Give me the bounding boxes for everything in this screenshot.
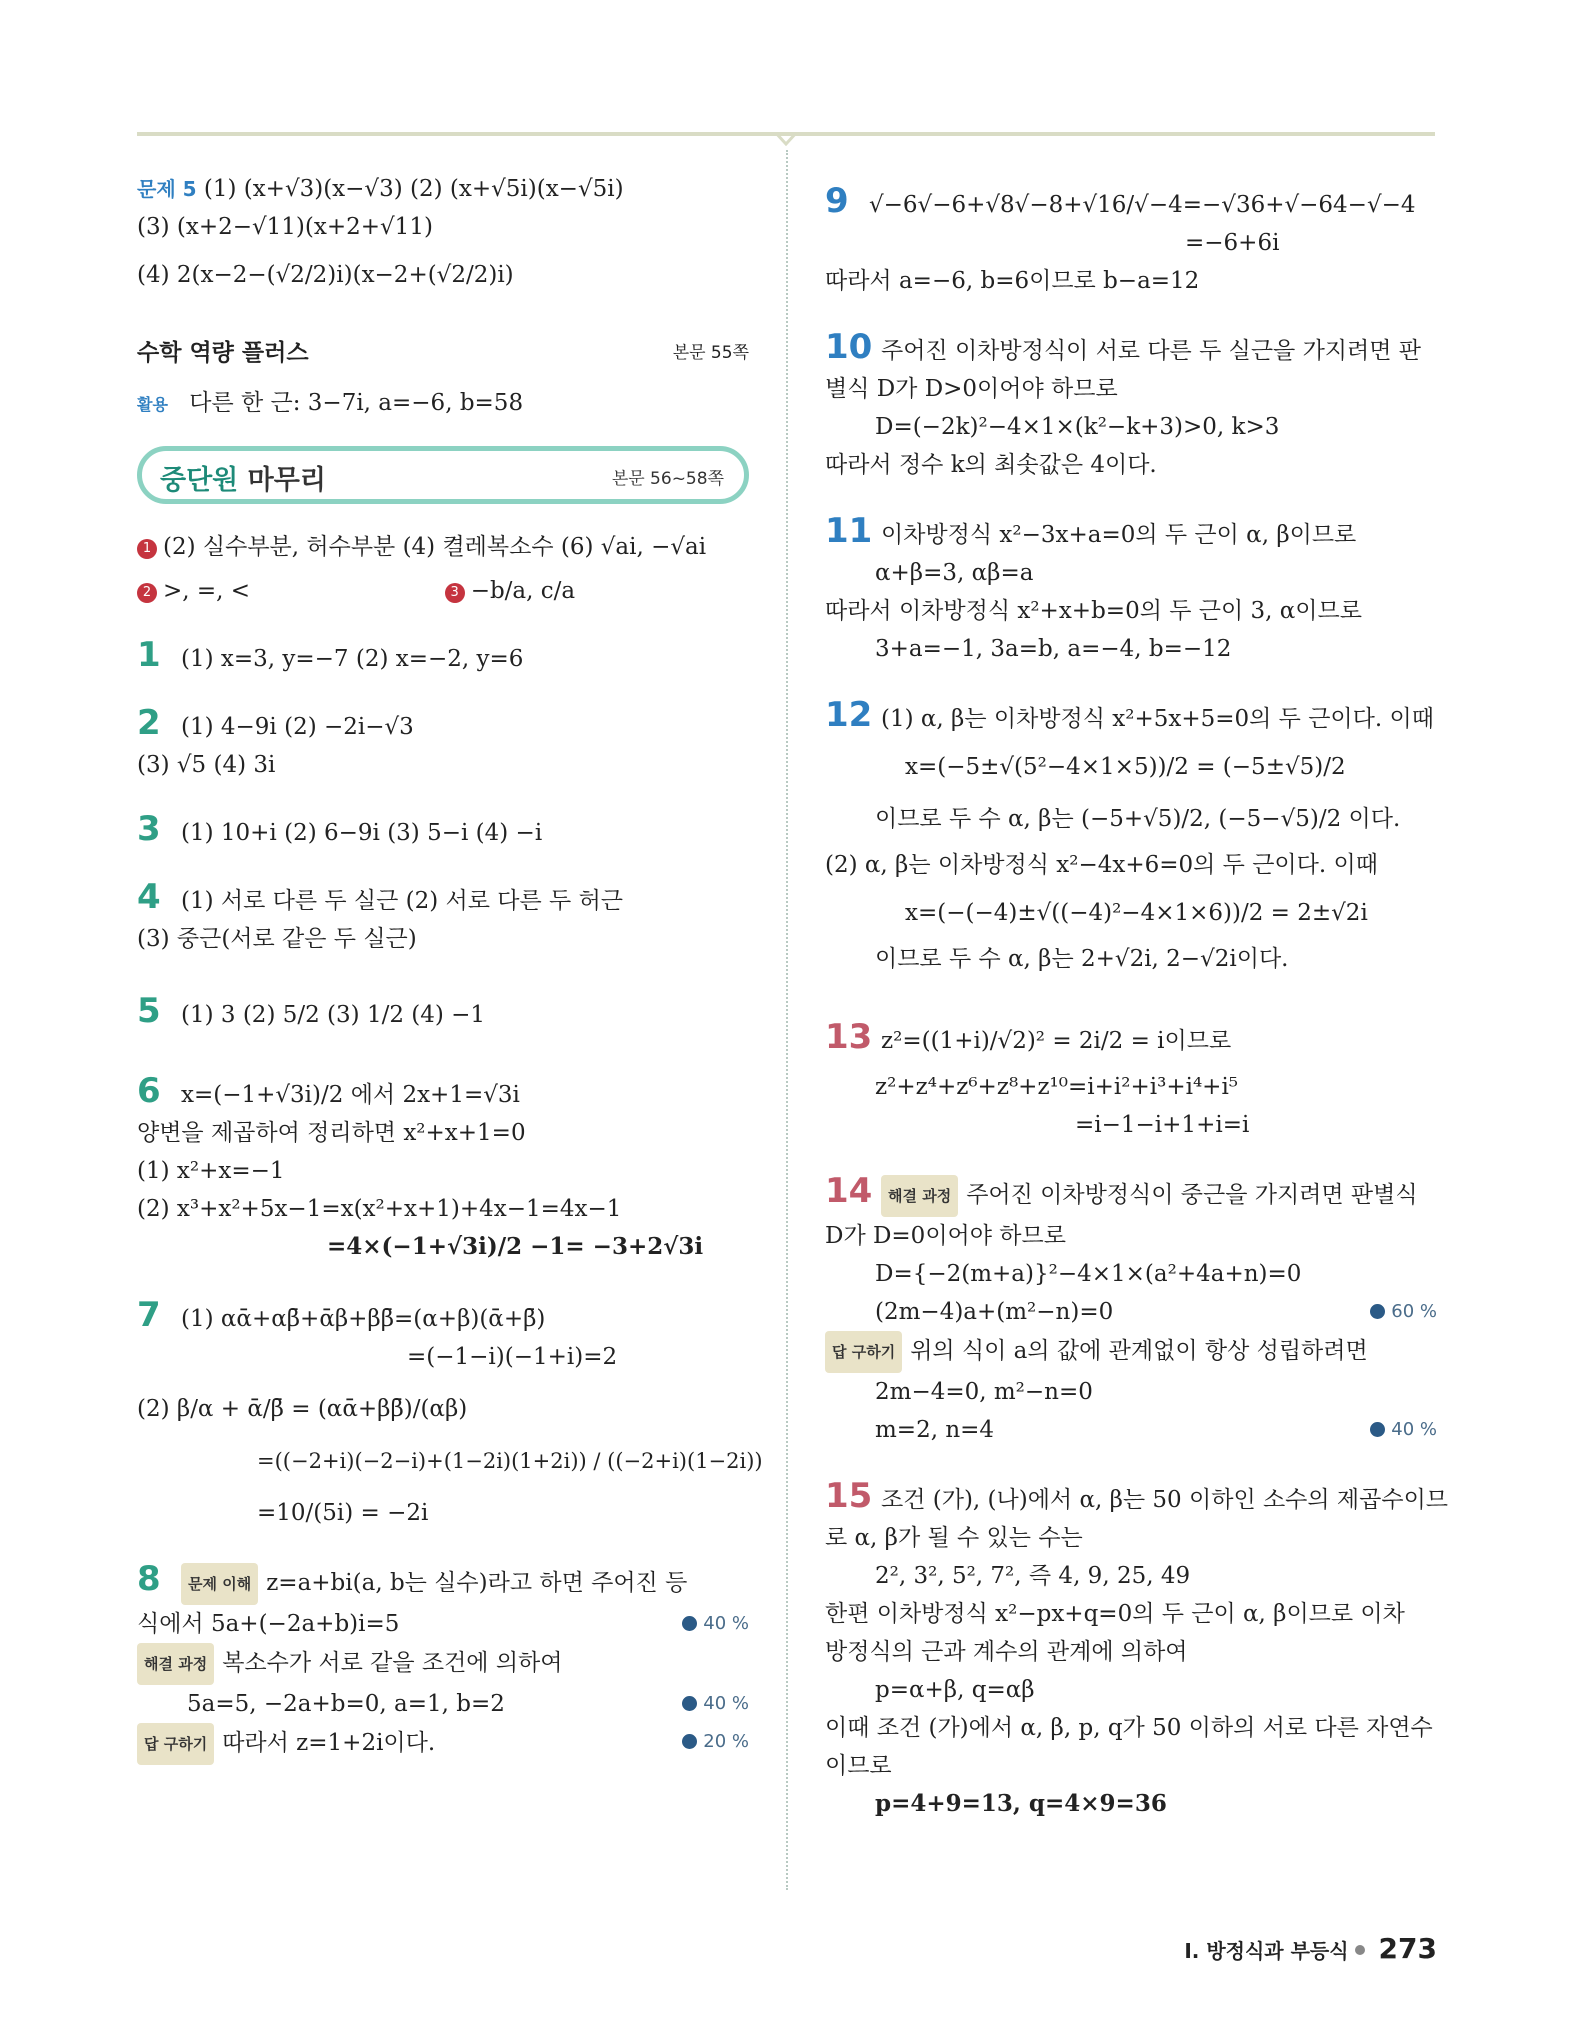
problem-number: 3 xyxy=(137,809,161,849)
problem-8-l2-text: 식에서 5a+(−2a+b)i=5 xyxy=(137,1611,400,1637)
tag-answer: 답 구하기 xyxy=(825,1331,902,1373)
problem-10 xyxy=(825,328,1437,370)
top-rule-notch xyxy=(775,132,797,146)
problem-14-l7-text: m=2, n=4 xyxy=(875,1417,995,1443)
problem-number: 1 xyxy=(137,635,161,675)
review-text-1: (2) 실수부분, 허수부분 (4) 켤레복소수 (6) √ai, −√ai xyxy=(163,534,707,560)
problem-5-answers xyxy=(137,992,749,1034)
problem-12-line3: 이므로 두 수 α, β는 (−5+√5)/2, (−5−√5)/2 이다. xyxy=(875,806,1401,832)
plus-tag: 활용 xyxy=(137,395,168,414)
problem-number: 13 xyxy=(825,1017,873,1057)
problem-5-label: 문제 5 xyxy=(137,177,197,201)
problem-14 xyxy=(825,1172,1437,1217)
problem-number: 11 xyxy=(825,511,873,551)
problem-number: 8 xyxy=(137,1559,161,1599)
problem-11-line3: 따라서 이차방정식 x²+x+b=0의 두 근이 3, α이므로 xyxy=(825,598,1362,624)
problem-14-line7 xyxy=(825,1411,1437,1449)
problem-number: 7 xyxy=(137,1295,161,1335)
problem-text: √−6√−6+√8√−8+√16/√−4=−√36+√−64−√−4 xyxy=(869,192,1416,218)
tag-understanding: 문제 이해 xyxy=(181,1563,258,1605)
problem-12-line4: (2) α, β는 이차방정식 x²−4x+6=0의 두 근이다. 이때 xyxy=(825,852,1378,878)
problem-6-line5: =4×(−1+√3i)/2 −1= −3+2√3i xyxy=(327,1233,704,1260)
problem-8-line5 xyxy=(137,1723,749,1765)
problem-5-line1: (1) (x+√3)(x−√3) (2) (x+√5i)(x−√5i) xyxy=(203,176,624,202)
problem-14-line3: D={−2(m+a)}²−4×1×(a²+4a+n)=0 xyxy=(875,1261,1302,1287)
problem-9-line3: 따라서 a=−6, b=6이므로 b−a=12 xyxy=(825,268,1200,294)
problem-6-line3: (1) x²+x=−1 xyxy=(137,1158,285,1184)
problem-15-line5: 방정식의 근과 계수의 관계에 의하여 xyxy=(825,1639,1188,1665)
problem-text: z=a+bi(a, b는 실수)라고 하면 주어진 등 xyxy=(266,1570,688,1596)
problem-number: 6 xyxy=(137,1071,161,1111)
problem-6-line2: 양변을 제곱하여 정리하면 x²+x+1=0 xyxy=(137,1120,526,1146)
problem-12-line5: x=(−(−4)±√((−4)²−4×1×6))/2 = 2±√2i xyxy=(905,900,1368,926)
bullet-icon xyxy=(1355,1945,1365,1955)
problem-8-l3-text: 복소수가 서로 같을 조건에 의하여 xyxy=(222,1650,563,1676)
problem-11-line2: α+β=3, αβ=a xyxy=(875,560,1034,586)
problem-number: 4 xyxy=(137,877,161,917)
review-bullet-1: 1 xyxy=(137,539,157,559)
problem-14-l5-text: 위의 식이 a의 값에 관계없이 항상 성립하려면 xyxy=(910,1338,1368,1364)
problem-10-line2: 별식 D가 D>0이어야 하므로 xyxy=(825,376,1118,402)
problem-9-line2: =−6+6i xyxy=(1185,230,1280,256)
chevron-right-icon xyxy=(1370,1422,1385,1437)
problem-text: z²=((1+i)/√2)² = 2i/2 = i이므로 xyxy=(881,1028,1232,1054)
problem-8-line2 xyxy=(137,1605,749,1643)
problem-13 xyxy=(825,1018,1437,1060)
problem-text: (1) 10+i (2) 6−9i (3) 5−i (4) −i xyxy=(181,820,543,846)
right-column xyxy=(825,170,1449,1823)
plus-page-ref: 본문 55쪽 xyxy=(672,343,749,363)
problem-text: (1) α, β는 이차방정식 x²+5x+5=0의 두 근이다. 이때 xyxy=(881,706,1434,732)
problem-text: (1) 4−9i (2) −2i−√3 xyxy=(181,714,414,740)
problem-7-line4: =((−2+i)(−2−i)+(1−2i)(1+2i)) / ((−2+i)(1−2i)) xyxy=(257,1449,763,1473)
section-page-ref: 본문 56~58쪽 xyxy=(611,469,724,489)
problem-4 xyxy=(137,878,749,920)
score-value: 40 % xyxy=(703,1613,749,1634)
plus-header xyxy=(137,334,749,372)
score-value: 20 % xyxy=(703,1731,749,1752)
page-number: 273 xyxy=(1378,1932,1437,1965)
score-value: 40 % xyxy=(703,1693,749,1714)
problem-7-line2: =(−1−i)(−1+i)=2 xyxy=(407,1344,618,1370)
problem-10-line4: 따라서 정수 k의 최솟값은 4이다. xyxy=(825,452,1157,478)
chevron-right-icon xyxy=(682,1734,697,1749)
problem-15-line3: 2², 3², 5², 7², 즉 4, 9, 25, 49 xyxy=(875,1563,1191,1589)
review-text-2: >, =, < xyxy=(163,578,251,604)
problem-8-line4 xyxy=(137,1685,749,1723)
problem-5-line2: (3) (x+2−√11)(x+2+√11) xyxy=(137,214,433,240)
section-title-part1: 중단원 xyxy=(160,465,239,496)
problem-number: 2 xyxy=(137,703,161,743)
review-text-3: −b/a, c/a xyxy=(470,578,576,604)
problem-8-l4-text: 5a=5, −2a+b=0, a=1, b=2 xyxy=(187,1691,505,1717)
problem-10-line3: D=(−2k)²−4×1×(k²−k+3)>0, k>3 xyxy=(875,414,1280,440)
problem-15-line2: 로 α, β가 될 수 있는 수는 xyxy=(825,1525,1083,1551)
problem-12 xyxy=(825,696,1437,738)
problem-number: 5 xyxy=(137,991,161,1031)
score-value: 40 % xyxy=(1391,1419,1437,1440)
problem-14-l4-text: (2m−4)a+(m²−n)=0 xyxy=(875,1299,1114,1325)
problem-3 xyxy=(137,810,749,852)
problem-12-line2: x=(−5±√(5²−4×1×5))/2 = (−5±√5)/2 xyxy=(905,754,1346,780)
problem-7-line5: =10/(5i) = −2i xyxy=(257,1500,429,1526)
problem-8 xyxy=(137,1560,749,1605)
score-value: 60 % xyxy=(1391,1301,1437,1322)
plus-text: 다른 한 근: 3−7i, a=−6, b=58 xyxy=(189,390,524,416)
chevron-right-icon xyxy=(682,1696,697,1711)
problem-8-line3 xyxy=(137,1643,749,1685)
score-percent xyxy=(682,1605,749,1643)
problem-12-line6: 이므로 두 수 α, β는 2+√2i, 2−√2i이다. xyxy=(875,946,1289,972)
problem-11 xyxy=(825,512,1437,554)
score-percent xyxy=(1370,1293,1437,1331)
problem-2 xyxy=(137,704,749,746)
problem-number: 9 xyxy=(825,181,849,221)
problem-text: (1) x=3, y=−7 (2) x=−2, y=6 xyxy=(181,646,524,672)
problem-text: (1) 3 (2) 5/2 (3) 1/2 (4) −1 xyxy=(181,1002,486,1028)
problem-14-line2: D가 D=0이어야 하므로 xyxy=(825,1223,1066,1249)
problem-14-line6: 2m−4=0, m²−n=0 xyxy=(875,1379,1093,1405)
problem-14-line5 xyxy=(825,1331,1437,1373)
problem-14-line4 xyxy=(825,1293,1437,1331)
problem-6-line4: (2) x³+x²+5x−1=x(x²+x+1)+4x−1=4x−1 xyxy=(137,1196,622,1222)
problem-number: 14 xyxy=(825,1171,873,1211)
problem-11-line4: 3+a=−1, 3a=b, a=−4, b=−12 xyxy=(875,636,1232,662)
section-title xyxy=(160,458,326,497)
score-percent xyxy=(1370,1411,1437,1449)
tag-answer: 답 구하기 xyxy=(137,1723,214,1765)
problem-5-line3: (4) 2(x−2−(√2/2)i)(x−2+(√2/2)i) xyxy=(137,262,514,288)
chevron-right-icon xyxy=(1370,1304,1385,1319)
problem-6 xyxy=(137,1072,749,1114)
review-bullet-3: 3 xyxy=(445,583,465,603)
problem-number: 15 xyxy=(825,1476,873,1516)
problem-number: 12 xyxy=(825,695,873,735)
problem-1 xyxy=(137,636,749,678)
problem-text: 주어진 이차방정식이 서로 다른 두 실근을 가지려면 판 xyxy=(881,338,1421,364)
review-2-3 xyxy=(137,572,749,610)
problem-13-line3: =i−1−i+1+i=i xyxy=(1075,1112,1250,1138)
review-bullet-2: 2 xyxy=(137,583,157,603)
problem-text: 조건 (가), (나)에서 α, β는 50 이하인 소수의 제곱수이므 xyxy=(881,1487,1449,1513)
problem-9 xyxy=(825,182,1437,224)
chevron-right-icon xyxy=(682,1616,697,1631)
score-percent xyxy=(682,1685,749,1723)
problem-text: (1) 서로 다른 두 실근 (2) 서로 다른 두 허근 xyxy=(181,888,624,914)
chapter-title: Ⅰ. 방정식과 부등식 xyxy=(1184,1939,1349,1963)
problem-text: 주어진 이차방정식이 중근을 가지려면 판별식 xyxy=(966,1182,1418,1208)
section-banner xyxy=(137,446,749,504)
problem-13-line2: z²+z⁴+z⁶+z⁸+z¹⁰=i+i²+i³+i⁴+i⁵ xyxy=(875,1074,1239,1100)
problem-number: 10 xyxy=(825,327,873,367)
problem-15-line7: 이때 조건 (가)에서 α, β, p, q가 50 이하의 서로 다른 자연수 xyxy=(825,1715,1433,1741)
section-title-part2: 마무리 xyxy=(247,465,326,496)
problem-5 xyxy=(137,170,749,208)
problem-15 xyxy=(825,1476,1449,1519)
problem-15-line9: p=4+9=13, q=4×9=36 xyxy=(875,1790,1167,1817)
tag-process: 해결 과정 xyxy=(881,1175,958,1217)
plus-answer xyxy=(137,384,749,424)
problem-text: (1) αᾱ+αβ̄+ᾱβ+ββ̄=(α+β)(ᾱ+β̄) xyxy=(181,1306,546,1332)
problem-text: 이차방정식 x²−3x+a=0의 두 근이 α, β이므로 xyxy=(881,522,1357,548)
score-percent xyxy=(682,1723,749,1761)
problem-2-line2: (3) √5 (4) 3i xyxy=(137,752,276,778)
problem-15-line6: p=α+β, q=αβ xyxy=(875,1677,1035,1703)
page-footer xyxy=(1184,1932,1437,1965)
problem-15-line8: 이므로 xyxy=(825,1753,892,1779)
column-divider xyxy=(786,150,788,1890)
problem-7 xyxy=(137,1296,749,1338)
problem-text: x=(−1+√3i)/2 에서 2x+1=√3i xyxy=(181,1082,520,1108)
review-1 xyxy=(137,528,749,566)
plus-title: 수학 역량 플러스 xyxy=(137,340,309,366)
problem-7-line3: (2) β/α + ᾱ/β̄ = (αᾱ+ββ̄)/(αβ) xyxy=(137,1396,468,1422)
problem-4-line2: (3) 중근(서로 같은 두 실근) xyxy=(137,926,417,952)
problem-8-l5-text: 따라서 z=1+2i이다. xyxy=(222,1730,436,1756)
tag-process: 해결 과정 xyxy=(137,1643,214,1685)
left-column xyxy=(137,170,763,1765)
problem-15-line4: 한편 이차방정식 x²−px+q=0의 두 근이 α, β이므로 이차 xyxy=(825,1601,1405,1627)
